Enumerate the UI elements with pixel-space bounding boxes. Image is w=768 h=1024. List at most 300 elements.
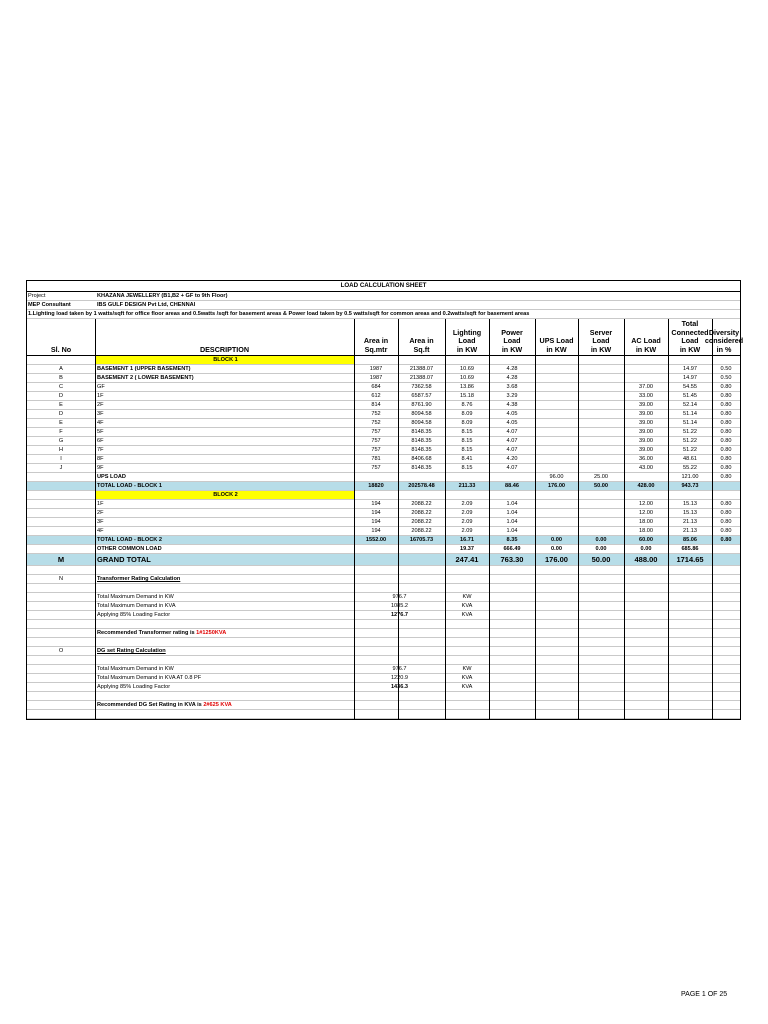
cell-total: 52.14 [683,402,697,408]
cell-ups [535,509,578,517]
cell-sl: A [59,366,63,372]
cell-total: 85.06 [683,537,697,543]
cell-ft: 6587.57 [411,393,432,399]
cell-ups: 96.00 [549,474,564,480]
cell-ft: 8094.58 [411,420,432,426]
cell-ac: 0.00 [640,546,652,552]
cell-ups: 0.00 [551,546,562,552]
mep-value: IBS GULF DESIGN Pvt Ltd, CHENNAI [97,302,196,308]
cell-ft [398,545,445,553]
cell-ft: 21388.07 [409,375,434,381]
cell-ft: 2088.22 [411,528,432,534]
cell-ups [535,410,578,418]
cell-div: 0.80 [720,384,732,390]
recommendation-value: 1#1250KVA [196,630,227,636]
cell-ups [535,500,578,508]
cell-mtr: 752 [371,420,381,426]
cell-sl: J [59,465,63,471]
mep-label: MEP Consultant [28,302,71,308]
cell-mtr: 612 [371,393,381,399]
cell-mtr: 684 [371,384,381,390]
cell-server [578,383,624,391]
cell-power: 88.46 [505,483,519,489]
project-label: Project [28,293,46,299]
calc-description: Total Maximum Demand in KVA [97,603,176,609]
cell-mtr: 752 [371,411,381,417]
column-divider [398,319,399,719]
header-diversity: Diversity considered in % [704,327,744,354]
blank-row [27,656,740,665]
cell-desc: OTHER COMMON LOAD [97,546,162,552]
table-row [27,518,740,527]
table-row [27,446,740,455]
cell-ac: 39.00 [639,438,653,444]
cell-server [578,428,624,436]
calc-unit: KW [462,666,472,672]
cell-desc: TOTAL LOAD - BLOCK 1 [97,483,162,489]
dg-set-sl: O [58,648,64,654]
table-row [27,383,740,392]
table-row [27,428,740,437]
calc-unit: KVA [461,684,473,690]
block1-total-row [27,482,740,491]
cell-ups: 176.00 [545,555,568,564]
table-row [27,410,740,419]
cell-power: 1.04 [506,519,518,525]
cell-div [712,545,740,553]
calc-value: 976.7 [392,594,407,600]
cell-server [578,455,624,463]
cell-power: 3.68 [506,384,518,390]
cell-ups [535,401,578,409]
cell-server: 50.00 [594,483,608,489]
cell-mtr: 18820 [368,483,384,489]
dg-set-calc-row [27,665,740,674]
cell-server [578,365,624,373]
cell-ac: 39.00 [639,420,653,426]
cell-desc: 2F [97,510,104,516]
cell-light: 10.69 [460,375,474,381]
calc-description: Total Maximum Demand in KW [97,666,174,672]
cell-ups [535,374,578,382]
cell-mtr: 194 [371,528,381,534]
table-row [27,401,740,410]
table-row [27,464,740,473]
cell-desc: BASEMENT 1 (UPPER BASEMENT) [97,366,191,372]
cell-server: 0.00 [595,546,607,552]
cell-total: 51.22 [683,429,697,435]
cell-ups [535,419,578,427]
recommendation-text: Recommended DG Set Rating in KVA is [97,702,204,708]
cell-sl [27,527,95,535]
header-area-mtr: Area in Sq.mtr [363,336,389,354]
calc-unit: KW [462,594,472,600]
cell-ft: 8094.58 [411,411,432,417]
calc-value: 976.7 [392,666,407,672]
column-divider [712,319,713,719]
blank-row [27,584,740,593]
cell-total: 121.00 [681,474,699,480]
transformer-recommendation-row [27,629,740,638]
cell-server: 50.00 [591,555,611,564]
cell-mtr: 194 [371,519,381,525]
cell-ac: 12.00 [639,510,653,516]
cell-total: 1714.65 [676,555,704,564]
calc-unit: KVA [461,675,473,681]
cell-light: 13.86 [460,384,474,390]
transformer-heading: Transformer Rating Calculation [97,576,181,582]
cell-div: 0.80 [720,528,732,534]
cell-ups [535,437,578,445]
note-row: 1.Lighting load taken by 1 watts/sqft for office floor areas and 0.5watts /sqft for basement areas & Power load taken by 0.5 watts/sqft for common areas and 0.2watts/sqft for basement areas [27,310,740,319]
cell-power: 4.07 [506,447,518,453]
table-row [27,365,740,374]
cell-mtr: 1987 [369,366,383,372]
cell-desc: 9F [97,465,104,471]
transformer-sl: N [58,576,64,582]
cell-ups [535,518,578,526]
transformer-calc-row [27,593,740,602]
grand-total-row [27,554,740,566]
cell-div: 0.80 [720,402,732,408]
cell-div: 0.50 [720,375,732,381]
calc-unit: KVA [461,612,473,618]
cell-power: 4.20 [506,456,518,462]
cell-mtr: 757 [371,438,381,444]
cell-sl: C [58,384,64,390]
cell-ft: 2088.22 [411,501,432,507]
calc-description: Applying 85% Loading Factor [97,612,171,618]
blank-row [27,566,740,575]
cell-power: 4.05 [506,411,518,417]
cell-total: 51.22 [683,438,697,444]
cell-total: 15.13 [683,510,697,516]
cell-desc: 2F [97,402,104,408]
cell-light: 8.15 [461,438,473,444]
other-common-load-row [27,545,740,554]
load-calculation-sheet [26,280,744,720]
cell-light: 8.76 [461,402,473,408]
header-ac: AC Load in KW [631,336,661,354]
cell-server [578,419,624,427]
cell-total: 685.86 [681,546,699,552]
cell-desc: 4F [97,420,104,426]
cell-sl: I [60,456,62,462]
cell-ac: 39.00 [639,411,653,417]
calc-description: Total Maximum Demand in KVA AT 0.8 PF [97,675,202,681]
cell-power: 4.38 [506,402,518,408]
cell-ups [535,383,578,391]
blank-row [27,710,740,719]
header-lighting: Lighting Load in KW [452,327,482,354]
calc-value: 1220.9 [390,675,409,681]
dg-set-recommendation-row [27,701,740,710]
column-divider [354,319,355,719]
cell-div: 0.80 [720,411,732,417]
cell-div: 0.80 [720,465,732,471]
block-label: BLOCK 1 [95,356,354,364]
cell-ups [535,527,578,535]
cell-server: 25.00 [594,474,608,480]
cell-ups [535,446,578,454]
transformer-recommendation [95,629,354,637]
cell-server [578,392,624,400]
block-label: BLOCK 2 [95,491,354,499]
cell-ups: 176.00 [547,483,566,489]
column-headers [27,319,744,356]
cell-light: 8.09 [461,420,473,426]
cell-div: 0.80 [720,429,732,435]
transformer-calc-row [27,602,740,611]
column-divider [578,319,579,719]
cell-server [578,446,624,454]
blank-row [27,620,740,629]
cell-mtr [354,545,398,553]
cell-mtr: 1987 [369,375,383,381]
cell-sl: E [59,420,63,426]
block-label-row [27,491,740,500]
cell-light: 8.41 [461,456,473,462]
cell-div: 0.80 [720,438,732,444]
cell-power: 4.07 [506,429,518,435]
cell-ac: 36.00 [639,456,653,462]
cell-ac: 37.00 [639,384,653,390]
cell-ac: 39.00 [639,402,653,408]
column-divider [95,319,96,719]
calc-description: Applying 85% Loading Factor [97,684,171,690]
cell-power: 4.28 [506,375,518,381]
cell-power: 3.29 [506,393,518,399]
cell-power: 1.04 [506,510,518,516]
cell-div: 0.80 [720,510,732,516]
cell-sl: E [59,402,63,408]
cell-power: 666.49 [503,546,521,552]
cell-ups [535,392,578,400]
cell-ac: 43.00 [639,465,653,471]
cell-power: 4.07 [506,465,518,471]
cell-sl [27,518,95,526]
cell-sl [27,473,95,481]
cell-power: 8.35 [506,537,518,543]
dg-set-calc-row [27,683,740,692]
cell-ft: 21388.07 [409,366,434,372]
block2-total-row [27,536,740,545]
cell-server: 0.00 [595,537,607,543]
header-power: Power Load in KW [501,327,523,354]
cell-ac: 39.00 [639,447,653,453]
cell-server [578,401,624,409]
cell-light: 8.15 [461,465,473,471]
dg-set-calc-row [27,674,740,683]
cell-server [578,410,624,418]
table-row [27,419,740,428]
cell-ft: 8148.35 [411,447,432,453]
cell-server [578,509,624,517]
header-area-ft: Area in Sq.ft [409,336,434,354]
cell-server [578,374,624,382]
table-row [27,392,740,401]
cell-div: 0.80 [720,420,732,426]
cell-ft: 8406.68 [411,456,432,462]
cell-sl: F [59,429,63,435]
cell-power: 4.07 [506,438,518,444]
cell-desc: 6F [97,438,104,444]
cell-total: 21.13 [683,528,697,534]
column-divider [668,319,669,719]
header-sl-no: Sl. No [50,344,72,354]
header-description: DESCRIPTION [199,344,250,354]
cell-power: 4.05 [506,420,518,426]
cell-div: 0.50 [720,366,732,372]
cell-total: 54.55 [683,384,697,390]
cell-ac [624,374,668,382]
cell-div: 0.80 [720,393,732,399]
cell-mtr: 781 [371,456,381,462]
cell-power: 763.30 [500,555,524,564]
cell-total: 21.13 [683,519,697,525]
blank-row [27,692,740,701]
cell-light: 2.09 [461,528,473,534]
recommendation-value: 2#625 KVA [203,702,232,708]
cell-desc: BASEMENT 2 ( LOWER BASEMENT) [97,375,194,381]
cell-power: 1.04 [506,528,518,534]
header-server: Server Load in KW [589,327,613,354]
calc-unit: KVA [461,603,473,609]
header-ups: UPS Load in KW [539,336,574,354]
table-row [27,455,740,464]
project-value: KHAZANA JEWELLERY (B1,B2 + GF to 9th Floor) [97,293,228,299]
cell-ft: 8761.90 [411,402,432,408]
cell-div [712,482,740,490]
column-divider [445,319,446,719]
cell-ac [624,473,668,481]
cell-light: 15.18 [460,393,474,399]
cell-ups [535,464,578,472]
page-number: PAGE 1 OF 25 [681,991,728,998]
cell-total: 55.22 [683,465,697,471]
dg-set-recommendation [95,701,354,709]
column-divider [624,319,625,719]
cell-div: 0.80 [720,456,732,462]
cell-sl [27,509,95,517]
cell-ups [535,428,578,436]
cell-ft: 16705.73 [409,537,434,543]
cell-ups [535,365,578,373]
cell-power [489,473,535,481]
project-row [27,292,740,301]
cell-mtr: 194 [371,501,381,507]
cell-power: 1.04 [506,501,518,507]
recommendation-text: Recommended Transformer rating is [97,630,197,636]
cell-light: 10.69 [460,366,474,372]
cell-light: 211.33 [458,483,476,489]
cell-ft: 8148.35 [411,438,432,444]
cell-light: 16.71 [460,537,474,543]
calc-value: 1436.3 [390,684,409,690]
cell-power: 4.28 [506,366,518,372]
header-total: Total Connected Load in KW [671,319,709,354]
cell-server [578,464,624,472]
table-row [27,500,740,509]
dg-set-heading-row [27,647,740,656]
cell-total: 51.14 [683,411,697,417]
cell-desc: UPS LOAD [97,474,126,480]
cell-ft [398,473,445,481]
cell-total: 51.22 [683,447,697,453]
calc-value: 1085.2 [390,603,409,609]
cell-mtr: 757 [371,429,381,435]
cell-ac: 428.00 [637,483,655,489]
cell-div: 0.80 [720,474,732,480]
column-divider [535,319,536,719]
table-body [27,356,740,719]
cell-desc: 3F [97,411,104,417]
cell-ft: 8148.35 [411,429,432,435]
cell-ac: 60.00 [639,537,653,543]
cell-total: 48.61 [683,456,697,462]
cell-ups [535,455,578,463]
cell-desc: GF [97,384,105,390]
cell-total: 15.13 [683,501,697,507]
cell-light: 247.41 [455,555,479,564]
cell-ac: 33.00 [639,393,653,399]
transformer-heading-row [27,575,740,584]
cell-sl: D [58,411,64,417]
column-divider [489,319,490,719]
cell-mtr: 814 [371,402,381,408]
cell-div: 0.80 [720,447,732,453]
cell-light: 2.09 [461,501,473,507]
cell-light [445,473,489,481]
cell-desc: 8F [97,456,104,462]
mep-row [27,301,740,310]
cell-ft: 2088.22 [411,519,432,525]
cell-sl: G [58,438,64,444]
cell-mtr: 194 [371,510,381,516]
cell-desc: 1F [97,393,104,399]
cell-desc: 5F [97,429,104,435]
cell-light: 2.09 [461,510,473,516]
cell-desc: 3F [97,519,104,525]
cell-ac: 18.00 [639,528,653,534]
cell-ac: 18.00 [639,519,653,525]
cell-ac: 12.00 [639,501,653,507]
cell-total: 943.73 [681,483,699,489]
cell-light: 19.37 [460,546,474,552]
cell-total: 51.45 [683,393,697,399]
cell-sl [27,500,95,508]
sheet-title: LOAD CALCULATION SHEET [27,281,740,292]
cell-sl: M [57,555,65,564]
cell-mtr: 757 [371,447,381,453]
table-row [27,509,740,518]
cell-mtr: 757 [371,465,381,471]
cell-mtr: 1552.00 [365,537,387,543]
cell-sl: D [58,393,64,399]
cell-total: 14.97 [683,366,697,372]
cell-ac [624,365,668,373]
cell-ft: 2088.22 [411,510,432,516]
cell-ft: 8148.35 [411,465,432,471]
cell-desc: TOTAL LOAD - BLOCK 2 [97,537,162,543]
cell-server [578,500,624,508]
cell-desc: GRAND TOTAL [97,555,151,564]
cell-total: 14.97 [683,375,697,381]
cell-server [578,518,624,526]
cell-light: 2.09 [461,519,473,525]
cell-ft: 7362.58 [411,384,432,390]
cell-server [578,437,624,445]
